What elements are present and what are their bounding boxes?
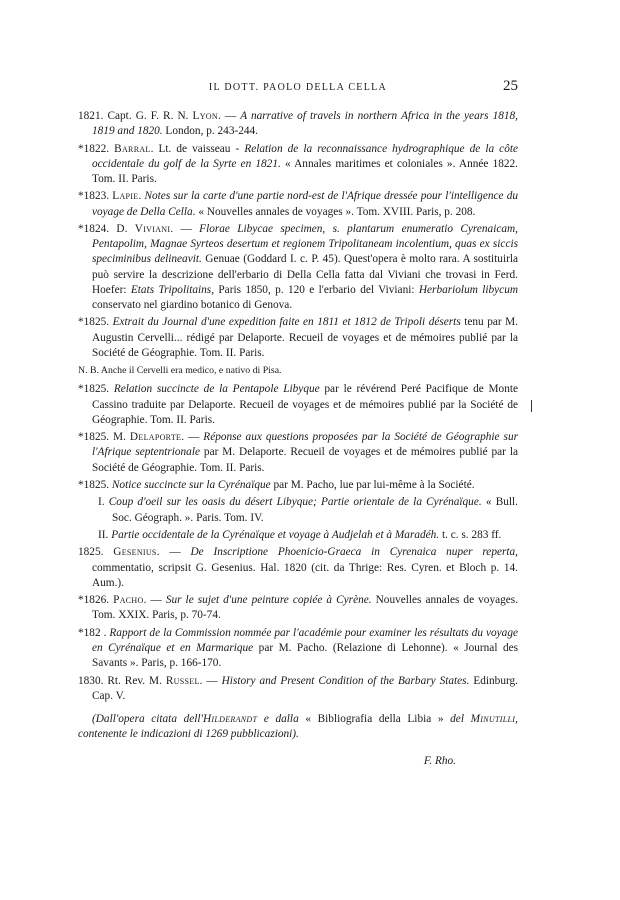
- entry-separator: . —: [217, 110, 241, 122]
- bibliography-entry: [78, 478, 518, 493]
- entry-title: Relation succincte de la Pentapole Libyque: [113, 383, 320, 396]
- entry-lead: 1825.: [78, 546, 114, 559]
- entry-lead: *1825.: [78, 316, 113, 329]
- bibliography-entry: [78, 382, 518, 428]
- closing-text: (Dall'opera citata dell': [92, 712, 203, 725]
- entry-details: Paris 1850, p. 120 e l'erbario del Viviani:: [214, 283, 419, 296]
- entry-title: Florae Libycae specimen, s. plantarum enumeratio Cyrenaicam, Pentapolim, Magnae Syrteos desertum et regionem Tripolitaneam incolentium, quas ex siccis speciminibus delineavit.: [92, 222, 518, 266]
- entry-lead: 1830. Rt. Rev. M.: [78, 674, 166, 687]
- entry-title: A narrative of travels in northern Africa in the years 1818, 1819 and 1820.: [92, 110, 518, 138]
- entry-title: Coup d'oeil sur les oasis du désert Libyque; Partie orientale de la Cyrénaïque.: [108, 496, 482, 509]
- bibliography-entry: [78, 109, 518, 139]
- entry-lead: *1825. M.: [78, 431, 130, 444]
- footnote: N. B. Anche il Cervelli era medico, e nativo di Pisa.: [78, 365, 282, 377]
- bibliography-entry: [78, 626, 518, 672]
- entry-details: t. c. s. 283 ff.: [439, 528, 502, 541]
- bibliography-entry: [78, 222, 518, 313]
- entry-details: Genuae (Goddard I. c. P. 45). Quest'opera è molto rara. A sostituirla può servire la descrizione dell'erbario di Della Cella fatta dal Viviani che trovasi in Ferd. Hoefer:: [92, 253, 518, 296]
- closing-text: e dalla: [257, 712, 306, 725]
- entry-details: par le révérend Peré Pacifique de Monte Cassino traduite par Delaporte. Recueil de voyages et de mémoires publié par la Société de Géographie. Tom. II. Paris.: [92, 383, 519, 426]
- entry-author: Lyon: [192, 110, 218, 122]
- running-title: IL DOTT. PAOLO DELLA CELLA: [208, 82, 388, 93]
- bibliography-entry: [78, 593, 518, 623]
- entry-details: Edinburg. Cap. V.: [92, 674, 518, 702]
- entry-lead: *1825.: [78, 478, 112, 491]
- entry-title: Partie occidentale de la Cyrénaïque et voyage à Audjelah et à Maradéh.: [111, 528, 440, 541]
- bibliography-subentry: [78, 495, 518, 525]
- entry-author: Russel: [165, 674, 200, 687]
- entry-details: « Bull. Soc. Géograph. ». Paris. Tom. IV.: [112, 496, 518, 524]
- closing-text: del: [443, 712, 471, 725]
- entry-title: Herbariolum libycum: [418, 283, 518, 296]
- entry-author: Gesenius: [113, 546, 157, 559]
- entry-lead: *1825.: [78, 383, 114, 396]
- closing-author: Minutilli: [470, 712, 516, 725]
- entry-lead: *182 .: [78, 626, 110, 639]
- bibliography-entry: [78, 430, 518, 476]
- entry-separator: . Lt. de vaisseau -: [150, 142, 245, 155]
- entry-title: Etats Tripolitains,: [130, 283, 215, 296]
- entry-details: Nouvelles annales de voyages. Tom. XXIX. Paris, p. 70-74.: [92, 594, 518, 622]
- entry-title: Notice succincte sur la Cyrénaïque: [111, 478, 271, 491]
- entry-separator: . —: [143, 594, 166, 607]
- entry-lead: *1826.: [78, 594, 114, 607]
- entry-author: Delaporte: [129, 431, 182, 444]
- entry-details: « Annales maritimes et coloniales ». Année 1822. Tom. II. Paris.: [92, 157, 518, 185]
- entry-separator: . —: [156, 546, 191, 559]
- entry-details: tenu par M. Augustin Cervelli... rédigé par Delaporte. Recueil de voyages et de mémoires publié par la Société de Géographie. Tom. II. Paris.: [92, 316, 519, 359]
- entry-lead: *1822.: [78, 142, 115, 155]
- signature: F. Rho.: [423, 754, 456, 767]
- bibliography-entry: [78, 674, 518, 704]
- entry-separator: . —: [199, 674, 222, 687]
- closing-text: , contenente le indicazioni di 1269 pubblicazioni).: [78, 712, 518, 741]
- entry-details: « Nouvelles annales de voyages ». Tom. XVIII. Paris, p. 208.: [195, 205, 476, 218]
- entry-details: commentatio, scripsit G. Gesenius. Hal. 1820 (cit. da Thrige: Res. Cyren. et Bloch p. 14. Aum.).: [92, 561, 518, 589]
- entry-lead: *1823.: [78, 190, 113, 203]
- entry-separator: . —: [181, 431, 204, 444]
- entry-details: par M. Delaporte. Recueil de voyages et de mémoires publié par la Société de Géographie. Tom. II. Paris.: [92, 446, 519, 474]
- entry-separator: . —: [170, 222, 200, 235]
- entry-author: Barral: [114, 142, 151, 155]
- entry-title: Relation de la reconnaissance hydrographique de la côte occidentale du golf de la Syrte en 1821.: [92, 142, 518, 170]
- entry-title: History and Present Condition of the Barbary States.: [221, 674, 470, 687]
- margin-mark: [531, 400, 532, 412]
- closing-quoted-title: « Bibliografia della Libia »: [305, 712, 444, 725]
- entry-title: Sur le sujet d'une peinture copiée à Cyrène.: [165, 594, 372, 607]
- entry-author: Pacho: [113, 594, 144, 607]
- entry-title: De Inscriptione Phoenicio-Graeca in Cyrenaica nuper reperta,: [190, 546, 518, 559]
- closing-author: Hilderandt: [202, 712, 258, 725]
- entry-details: par M. Pacho. (Relazione di Lehonne). « Journal des Savants ». Paris, p. 166-170.: [92, 641, 518, 670]
- bibliography-entry: [78, 142, 518, 188]
- entry-lead: *1824. D.: [78, 222, 135, 235]
- entry-author: Lapie: [112, 190, 139, 203]
- bibliography-subentry: [78, 528, 518, 543]
- bibliography-entry: [78, 189, 518, 219]
- entry-details: London, p. 243-244.: [162, 125, 258, 138]
- subentry-number: I.: [98, 496, 109, 509]
- bibliography-list: [78, 109, 518, 780]
- entry-title: Extrait du Journal d'une expedition faite en 1811 et 1812 de Tripoli déserts: [112, 316, 461, 329]
- page-header: [78, 78, 518, 96]
- entry-lead: 1821. Capt. G. F. R. N.: [78, 110, 193, 122]
- bibliography-entry: [78, 545, 518, 591]
- entry-title: Notes sur la carte d'une partie nord-est de l'Afrique dressée pour l'intelligence du voyage de Della Cella.: [92, 190, 519, 218]
- page-number: 25: [503, 78, 518, 94]
- entry-details: conservato nel giardino botanico di Genova.: [92, 299, 293, 311]
- subentry-number: II.: [98, 528, 112, 541]
- entry-author: Viviani: [134, 222, 171, 235]
- entry-title: Rapport de la Commission nommée par l'académie pour examiner les résultats du voyage en Cyrénaïque et en Marmarique: [92, 626, 518, 654]
- entry-title: Réponse aux questions proposées par la Société de Géographie sur l'Afrique septentrionale: [92, 431, 519, 459]
- closing-note: [78, 712, 518, 742]
- bibliography-entry: [78, 315, 518, 361]
- entry-separator: .: [138, 190, 145, 203]
- entry-details: par M. Pacho, lue par lui-même à la Société.: [270, 478, 475, 491]
